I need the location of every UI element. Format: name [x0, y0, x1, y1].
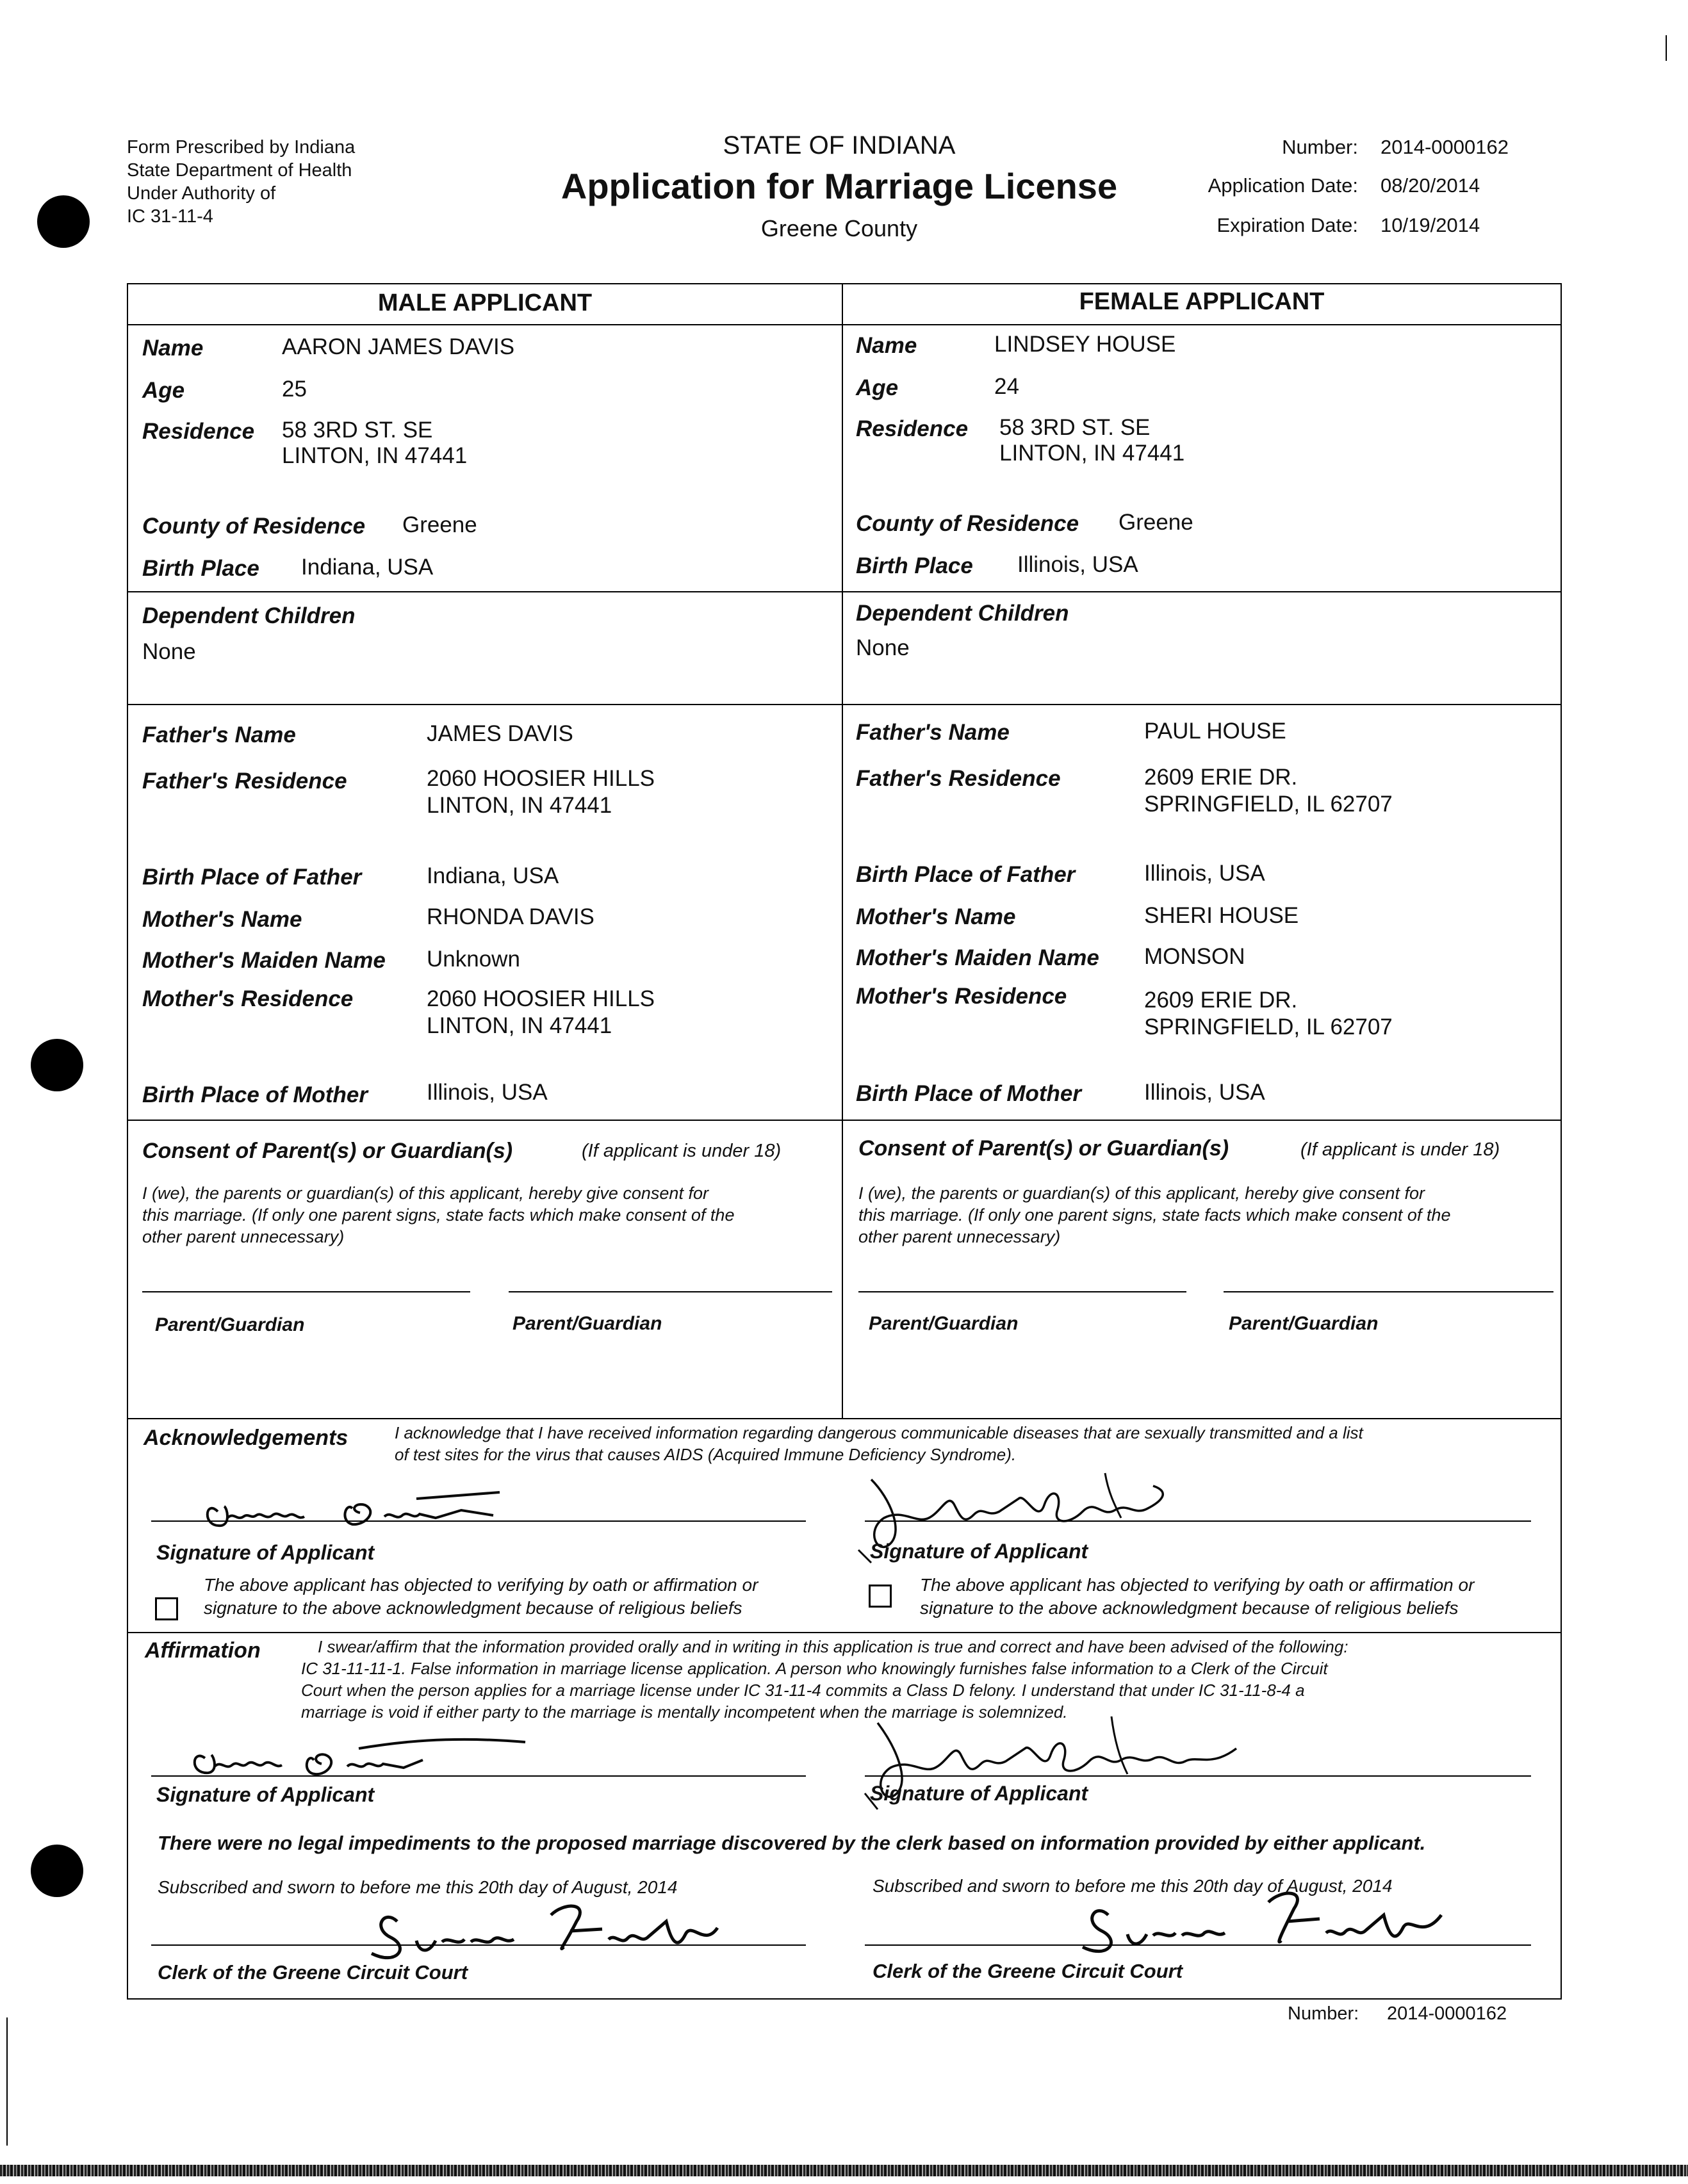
male-objection-text-2: signature to the above acknowledgment because of religious beliefs [204, 1598, 742, 1618]
male-clerk-label: Clerk of the Greene Circuit Court [158, 1961, 468, 1984]
male-mother-maiden-label: Mother's Maiden Name [142, 948, 386, 973]
male-mother-birth-label: Birth Place of Mother [142, 1082, 368, 1107]
acknowledgements-title: Acknowledgements [143, 1426, 348, 1450]
male-county-label: County of Residence [142, 514, 366, 539]
column-divider [842, 283, 843, 1418]
male-age: 25 [282, 377, 307, 402]
footer-number-label: Number: [1288, 2003, 1359, 2024]
male-name: AARON JAMES DAVIS [282, 334, 515, 359]
male-ack-signature-label: Signature of Applicant [156, 1541, 375, 1564]
male-guardian-label-2: Parent/Guardian [512, 1313, 662, 1334]
male-birth-label: Birth Place [142, 556, 259, 581]
female-residence-line1: 58 3RD ST. SE [999, 415, 1151, 440]
section-rule [127, 1120, 1562, 1121]
acknowledgements-text-2: of test sites for the virus that causes AIDS (Acquired Immune Deficiency Syndrome). [395, 1445, 1017, 1464]
female-mother-residence-label: Mother's Residence [856, 984, 1067, 1009]
male-affirmation-signature-line [151, 1775, 806, 1777]
affirmation-text-2: IC 31-11-11-1. False information in marriage license application. A person who knowingly furnishes false information to a Clerk of the Circuit [301, 1659, 1328, 1678]
female-ack-signature-label: Signature of Applicant [870, 1540, 1088, 1563]
male-consent-text-2: this marriage. (If only one parent signs, state facts which make consent of the [142, 1205, 735, 1225]
male-name-label: Name [142, 336, 204, 361]
female-consent-title: Consent of Parent(s) or Guardian(s) [858, 1136, 1229, 1161]
female-objection-checkbox[interactable] [869, 1585, 892, 1608]
female-consent-text-1: I (we), the parents or guardian(s) of this applicant, hereby give consent for [858, 1184, 1425, 1203]
expiration-date: 10/19/2014 [1381, 214, 1480, 236]
punch-hole-icon [37, 195, 90, 248]
female-birth-label: Birth Place [856, 553, 973, 578]
section-rule [127, 1418, 1562, 1419]
female-consent-text-2: this marriage. (If only one parent signs, state facts which make consent of the [858, 1205, 1451, 1225]
female-mother-birth: Illinois, USA [1144, 1080, 1265, 1105]
male-affirmation-signature [179, 1723, 564, 1787]
male-birth-place: Indiana, USA [301, 555, 434, 580]
male-consent-text-3: other parent unnecessary) [142, 1227, 345, 1246]
prescribed-line-2: State Department of Health [127, 160, 352, 181]
prescribed-line-1: Form Prescribed by Indiana [127, 137, 356, 158]
female-age-label: Age [856, 375, 899, 400]
female-objection-text-1: The above applicant has objected to verifying by oath or affirmation or [920, 1575, 1475, 1595]
section-rule [127, 591, 1562, 592]
expiration-date-label: Expiration Date: [1217, 214, 1358, 236]
male-guardian-line-2 [509, 1291, 832, 1292]
male-sworn-text: Subscribed and sworn to before me this 20th day of August, 2014 [158, 1877, 678, 1897]
female-clerk-label: Clerk of the Greene Circuit Court [873, 1960, 1183, 1982]
female-dependents: None [856, 635, 910, 660]
male-residence-label: Residence [142, 419, 255, 444]
scan-noise-bar [0, 2165, 1688, 2176]
male-objection-text-1: The above applicant has objected to verifying by oath or affirmation or [204, 1575, 758, 1595]
female-objection-text-2: signature to the above acknowledgment because of religious beliefs [920, 1598, 1459, 1618]
female-father-birth-label: Birth Place of Father [856, 862, 1076, 887]
female-applicant-heading: FEMALE APPLICANT [1079, 288, 1325, 315]
male-residence-line2: LINTON, IN 47441 [282, 443, 468, 468]
impediments-statement: There were no legal impediments to the proposed marriage discovered by the clerk based on information provided by either applicant. [158, 1832, 1426, 1854]
affirmation-text-3: Court when the person applies for a marriage license under IC 31-11-4 commits a Class D felony. I understand that under IC 31-11-8-4 a [301, 1681, 1305, 1700]
female-father-residence-line2: SPRINGFIELD, IL 62707 [1144, 792, 1393, 817]
female-ack-signature-line [865, 1520, 1531, 1522]
female-father-name-label: Father's Name [856, 720, 1010, 745]
male-consent-title: Consent of Parent(s) or Guardian(s) [142, 1139, 513, 1163]
female-guardian-label-1: Parent/Guardian [869, 1313, 1019, 1334]
female-father-name: PAUL HOUSE [1144, 719, 1286, 744]
county-heading: Greene County [760, 215, 918, 241]
female-mother-name: SHERI HOUSE [1144, 903, 1299, 928]
male-ack-signature-line [151, 1520, 806, 1522]
application-date-label: Application Date: [1208, 174, 1358, 197]
heading-rule [127, 324, 1562, 325]
footer-number: 2014-0000162 [1387, 2003, 1507, 2024]
male-county: Greene [402, 512, 477, 537]
male-age-label: Age [142, 378, 185, 403]
female-sworn-text: Subscribed and sworn to before me this 20th day of August, 2014 [873, 1876, 1393, 1896]
state-heading: STATE OF INDIANA [723, 131, 956, 159]
female-mother-name-label: Mother's Name [856, 904, 1016, 929]
female-mother-residence-line2: SPRINGFIELD, IL 62707 [1144, 1015, 1393, 1039]
scan-mark [1666, 35, 1667, 61]
male-father-residence-line2: LINTON, IN 47441 [427, 793, 612, 818]
male-affirmation-signature-label: Signature of Applicant [156, 1783, 375, 1806]
male-father-birth: Indiana, USA [427, 863, 559, 888]
male-dependents-label: Dependent Children [142, 603, 356, 628]
female-mother-maiden-label: Mother's Maiden Name [856, 945, 1099, 970]
female-county-label: County of Residence [856, 511, 1079, 536]
female-father-birth: Illinois, USA [1144, 861, 1265, 886]
female-mother-birth-label: Birth Place of Mother [856, 1081, 1081, 1106]
male-clerk-signature [346, 1883, 730, 1973]
male-ack-signature [192, 1473, 551, 1544]
page-title: Application for Marriage License [561, 166, 1118, 206]
male-consent-text-1: I (we), the parents or guardian(s) of this applicant, hereby give consent for [142, 1184, 709, 1203]
female-mother-maiden: MONSON [1144, 944, 1245, 969]
application-date: 08/20/2014 [1381, 174, 1480, 197]
female-name: LINDSEY HOUSE [994, 332, 1176, 357]
male-objection-checkbox[interactable] [155, 1597, 178, 1620]
male-mother-residence-label: Mother's Residence [142, 986, 354, 1011]
female-clerk-line [865, 1944, 1531, 1946]
female-county: Greene [1119, 510, 1193, 535]
license-number: 2014-0000162 [1381, 136, 1509, 158]
male-mother-name-label: Mother's Name [142, 907, 302, 932]
female-birth-place: Illinois, USA [1017, 552, 1138, 577]
male-residence-line1: 58 3RD ST. SE [282, 418, 433, 443]
affirmation-text-1: I swear/affirm that the information provided orally and in writing in this application is true and correct and have been advised of the following: [318, 1637, 1348, 1656]
male-mother-residence-line1: 2060 HOOSIER HILLS [427, 986, 655, 1011]
number-label: Number: [1282, 136, 1358, 158]
male-mother-name: RHONDA DAVIS [427, 904, 594, 929]
female-clerk-signature [1051, 1877, 1461, 1973]
section-rule [127, 1632, 1562, 1633]
female-guardian-label-2: Parent/Guardian [1229, 1313, 1379, 1334]
affirmation-title: Affirmation [145, 1638, 261, 1663]
scan-edge-mark [6, 2017, 8, 2146]
male-mother-birth: Illinois, USA [427, 1080, 548, 1105]
female-residence-line2: LINTON, IN 47441 [999, 441, 1185, 466]
male-father-name-label: Father's Name [142, 722, 296, 747]
male-mother-residence-line2: LINTON, IN 47441 [427, 1013, 612, 1038]
acknowledgements-text-1: I acknowledge that I have received information regarding dangerous communicable diseases that are sexually transmitted and a list [395, 1423, 1363, 1442]
female-age: 24 [994, 374, 1019, 399]
female-mother-residence-line1: 2609 ERIE DR. [1144, 988, 1298, 1013]
female-guardian-line-1 [858, 1291, 1186, 1292]
male-clerk-line [151, 1944, 806, 1946]
prescribed-line-3: Under Authority of [127, 183, 276, 204]
male-mother-maiden: Unknown [427, 947, 520, 972]
female-guardian-line-2 [1224, 1291, 1553, 1292]
male-father-residence-line1: 2060 HOOSIER HILLS [427, 766, 655, 791]
male-applicant-heading: MALE APPLICANT [377, 289, 593, 316]
female-affirmation-signature-line [865, 1775, 1531, 1777]
female-residence-label: Residence [856, 416, 969, 441]
male-dependents: None [142, 639, 196, 664]
punch-hole-icon [31, 1039, 83, 1091]
female-father-residence-line1: 2609 ERIE DR. [1144, 765, 1298, 790]
prescribed-line-4: IC 31-11-4 [127, 206, 213, 227]
male-father-residence-label: Father's Residence [142, 769, 347, 794]
male-father-name: JAMES DAVIS [427, 721, 573, 746]
female-consent-text-3: other parent unnecessary) [858, 1227, 1061, 1246]
male-consent-note: (If applicant is under 18) [582, 1141, 782, 1161]
female-father-residence-label: Father's Residence [856, 766, 1061, 791]
punch-hole-icon [31, 1845, 83, 1897]
affirmation-text-4: marriage is void if either party to the marriage is mentally incompetent when the marriage is solemnized. [301, 1702, 1068, 1722]
male-guardian-line-1 [142, 1291, 470, 1292]
male-guardian-label-1: Parent/Guardian [155, 1314, 305, 1335]
female-dependents-label: Dependent Children [856, 601, 1069, 626]
female-affirmation-signature-label: Signature of Applicant [870, 1782, 1088, 1805]
male-father-birth-label: Birth Place of Father [142, 865, 362, 890]
female-consent-note: (If applicant is under 18) [1300, 1139, 1500, 1160]
female-name-label: Name [856, 333, 917, 358]
section-rule [127, 704, 1562, 705]
